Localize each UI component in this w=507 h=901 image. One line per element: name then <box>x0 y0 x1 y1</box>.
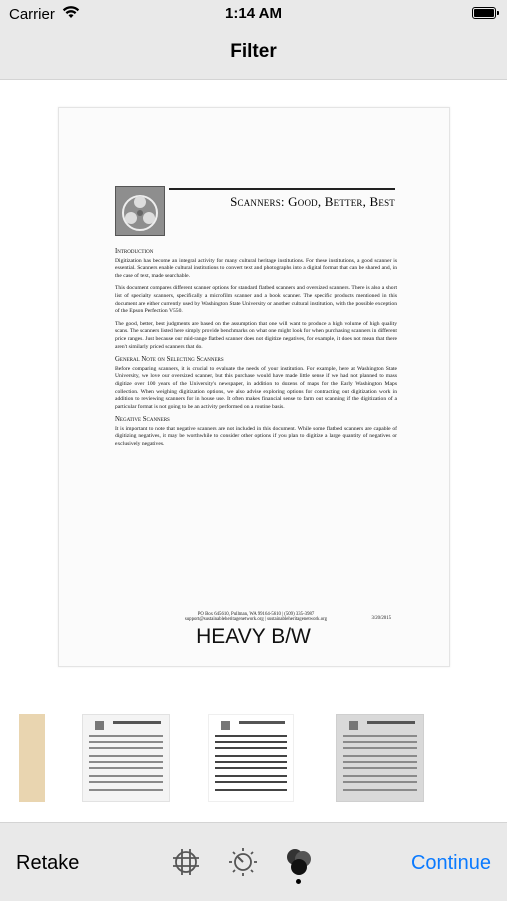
document-title: Scanners: Good, Better, Best <box>230 194 395 209</box>
paragraph: Before comparing scanners, it is crucial to evaluate the needs of your institution. For example, here at Washington State University, we love our oversized scanner, but this purchase would have made little sense if we had not planned to mass digitize over 100 years of the University's newspaper, in addition to dozens of maps for the Early Washington Maps collection. When weighing digitization options, we also advise exploring options for contracting out digitization work in addition to reviewing scanners for in house use. It often makes financial sense to farm out scanning if the digitization of a particular format is not going to be an activity performed on a routine basis. <box>115 365 397 410</box>
carrier-label: Carrier <box>9 6 55 23</box>
bottom-toolbar <box>0 822 507 901</box>
footer-links: support@sustainableheritagenetwork.org | sustainableheritagenetwork.org <box>184 617 328 622</box>
title-rule <box>169 188 395 190</box>
crop-icon[interactable] <box>169 845 203 879</box>
organization-logo <box>115 186 165 236</box>
filter-thumbnail[interactable] <box>336 714 424 802</box>
document-footer <box>115 612 397 622</box>
filter-preview <box>0 80 507 690</box>
filter-icon[interactable] <box>282 845 316 879</box>
status-bar <box>0 0 507 28</box>
section-heading: General Note on Selecting Scanners <box>115 356 224 364</box>
continue-button[interactable]: Continue <box>410 852 491 874</box>
filter-thumbnail-strip <box>0 690 507 822</box>
filter-thumbnail[interactable] <box>19 714 45 802</box>
active-tool-indicator <box>296 879 301 884</box>
battery-icon <box>472 7 496 19</box>
scanned-document <box>58 107 450 667</box>
paragraph: Digitization has become an integral activity for many cultural heritage institutions. For these institutions, a good scanner is essential. Scanners enable cultural institutions to convert text and photographs into a digital format that can be shared and, in the case of text, made searchable. <box>115 257 397 279</box>
footer-address: PO Box 645610, Pullman, WA 99164-5610 | (509) 335-3987 <box>197 612 315 617</box>
filter-thumbnail[interactable] <box>208 714 294 802</box>
page-title: Filter <box>230 41 277 62</box>
filter-name-label: HEAVY B/W <box>196 625 311 648</box>
retake-button[interactable]: Retake <box>16 852 80 874</box>
filter-thumbnail[interactable] <box>82 714 170 802</box>
paragraph: The good, better, best judgments are based on the assumption that one will want to produce a high volume of high quality scans. The scanners listed here simply provide benchmarks on what one might look for when purchasing scanners in different price ranges. Just because our mid-range flatbed scanner does not digitize negatives, for example, it does not mean that there aren't similarly priced scanners that do. <box>115 320 397 350</box>
clock: 1:14 AM <box>225 5 282 22</box>
adjust-icon[interactable] <box>226 845 260 879</box>
footer-date: 3/20/2015 <box>371 616 391 621</box>
navigation-bar <box>0 28 507 80</box>
paragraph: This document compares different scanner options for standard flatbed scanners and oversized scanners. There is also a short list of specialty scanners, specifically a microfilm scanner and a book scanner. The specific products mentioned in this document are either currently used by Washington State University or another cultural institution, with the possible exception of the Epson Perfection V550. <box>115 285 397 315</box>
section-heading: Negative Scanners <box>115 416 170 424</box>
document-body <box>115 248 397 454</box>
section-heading: Introduction <box>115 248 154 255</box>
paragraph: It is important to note that negative scanners are not included in this document. While some flatbed scanners are capable of digitizing negatives, it may be worthwhile to consider other options if you plan to digitize a large quantity of negatives or exclusively negatives. <box>115 425 397 448</box>
